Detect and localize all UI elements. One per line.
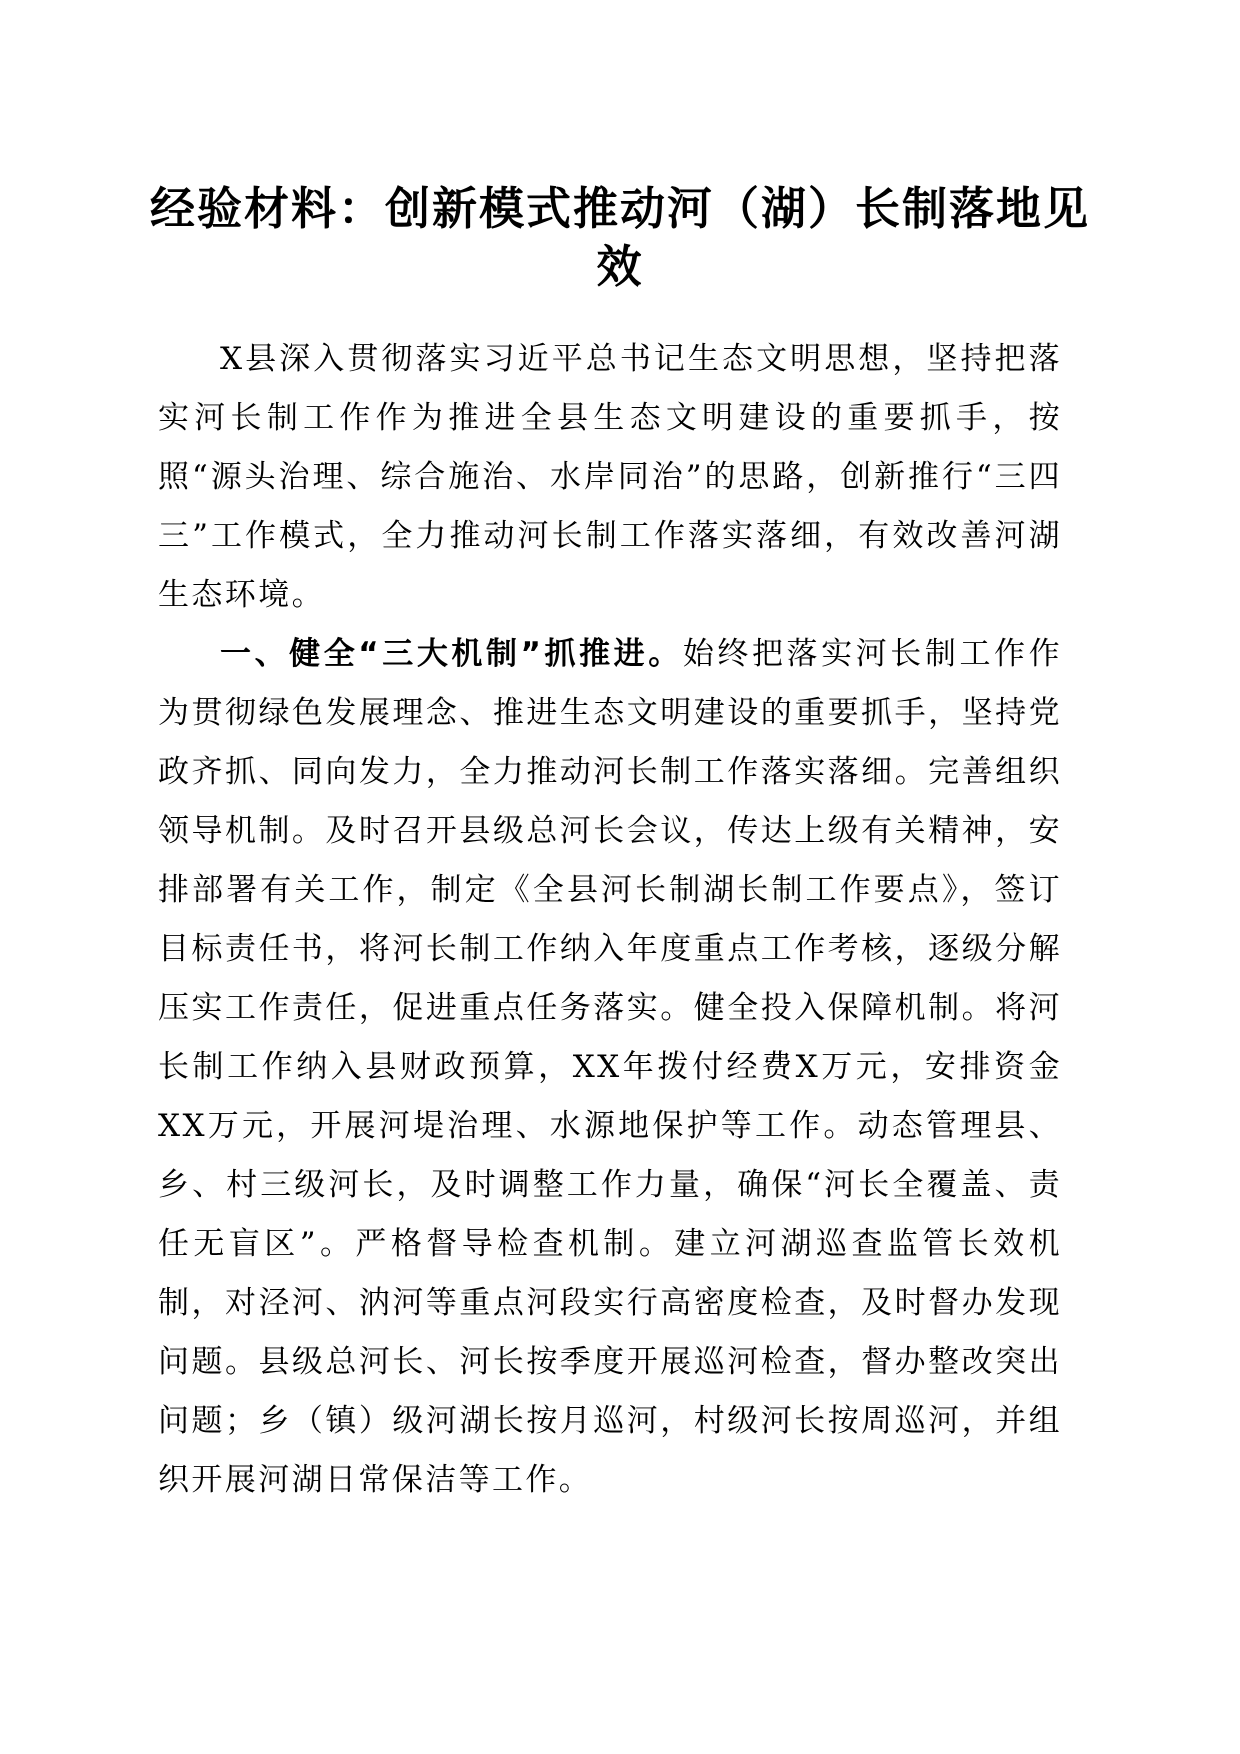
intro-paragraph: X县深入贯彻落实习近平总书记生态文明思想，坚持把落实河长制工作作为推进全县生态文明建设的重要抓手，按照“源头治理、综合施治、水岸同治”的思路，创新推行“三四三”工作模式，全力推动河长制工作落实落细，有效改善河湖生态环境。 <box>158 341 1062 613</box>
document-body <box>158 330 1062 1510</box>
section-1-body: 始终把落实河长制工作作为贯彻绿色发展理念、推进生态文明建设的重要抓手，坚持党政齐抓、同向发力，全力推动河长制工作落实落细。完善组织领导机制。及时召开县级总河长会议，传达上级有关精神，安排部署有关工作，制定《全县河长制湖长制工作要点》，签订目标责任书，将河长制工作纳入年度重点工作考核，逐级分解压实工作责任，促进重点任务落实。健全投入保障机制。将河长制工作纳入县财政预算，XX年拨付经费X万元，安排资金XX万元，开展河堤治理、水源地保护等工作。动态管理县、乡、村三级河长，及时调整工作力量，确保“河长全覆盖、责任无盲区”。严格督导检查机制。建立河湖巡查监管长效机制，对泾河、汭河等重点河段实行高密度检查，及时督办发现问题。县级总河长、河长按季度开展巡河检查，督办整改突出问题；乡（镇）级河湖长按月巡河，村级河长按周巡河，并组织开展河湖日常保洁等工作。 <box>158 636 1062 1498</box>
section-1-heading: 一、健全“三大机制”抓推进。 <box>220 636 683 672</box>
section-1-paragraph <box>158 625 1062 1510</box>
document-title: 经验材料：创新模式推动河（湖）长制落地见效 <box>150 182 1091 293</box>
